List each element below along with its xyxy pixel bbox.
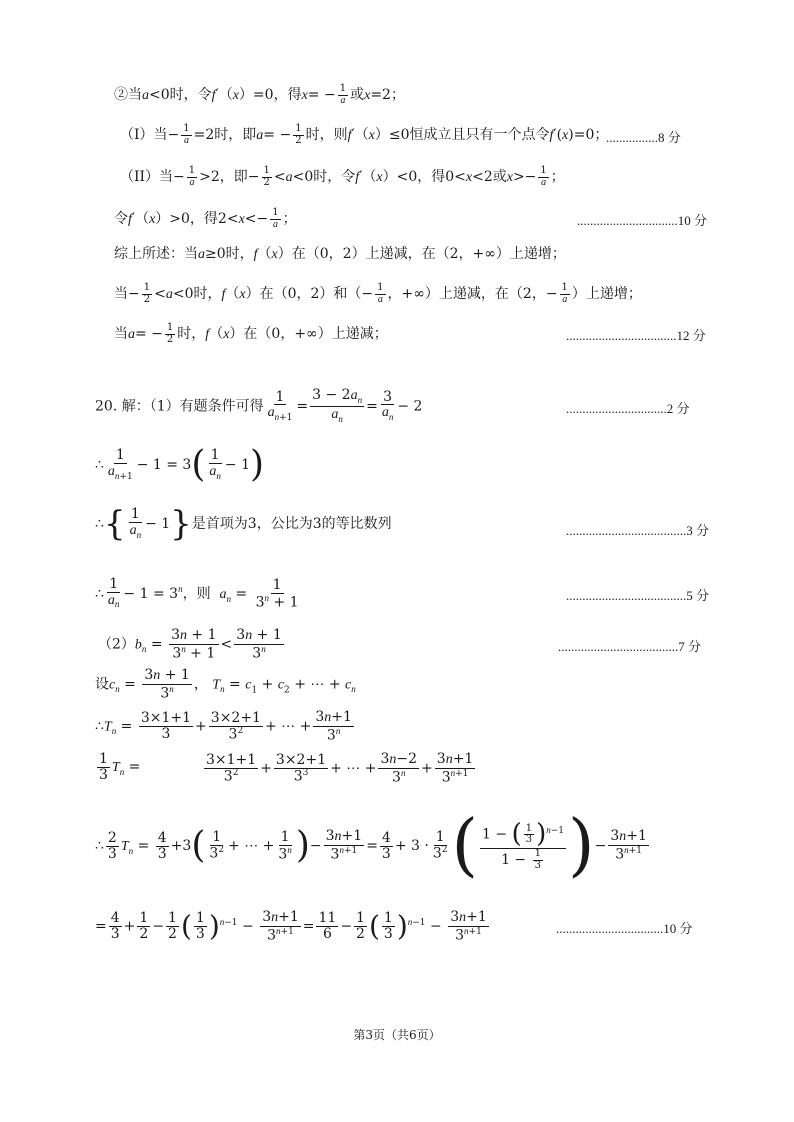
- p20-intro-score: ...............................2 分: [566, 401, 690, 416]
- tn-line: $\therefore T_n$ = $\frac{3\times 1+1}{3}$ + $\frac{3\times 2+1}{3^2}$ + ⋯ + $\frac{3n+1}{3^n}$: [95, 709, 352, 744]
- summary3-line: 当a= − $\frac{1}{2}$ 时，f（x）在（0，+∞）上递减；: [114, 322, 388, 345]
- geo-score: .....................................3 分: [566, 523, 710, 538]
- summary3-score: ..................................12 分: [566, 328, 706, 343]
- result-line: ∴ $\frac{1}{a_n}$ − $1 = 3^n$，则 $a_n$ = $\frac{1}{3^n + 1}$: [95, 576, 299, 611]
- then-word: 则: [196, 585, 211, 602]
- summary2-line: 当− $\frac{1}{2}$ <a<0时，f（x）在（0，2）和（− $\frac{1}{a}$ ，+∞）上递减，在（2，− $\frac{1}{a}$ ）上递增；: [114, 282, 642, 305]
- sub2b-line: 令f′（x）>0，得2<x<− $\frac{1}{a}$ ；: [114, 207, 297, 230]
- sub1-score: ................8 分: [606, 130, 681, 145]
- part2-label: （2）: [98, 636, 135, 653]
- p20-intro-text: 20. 解：（1）有题条件可得: [95, 398, 264, 415]
- result-score: .....................................5 分: [566, 588, 710, 603]
- summary1-line: 综上所述：当a≥0时，f（x）在（0，2）上递减，在（2，+∞）上递增；: [114, 246, 566, 262]
- let-label: 设: [95, 676, 109, 693]
- final-line: = $\frac{4}{3}$ + $\frac{1}{2}$ − $\frac{1}{2}$ ( $\frac{1}{3}$ )$^{n-1}$ − $\frac{3n+1}{3^{n+1}}$ = $\frac{11}{6}$ − $\frac{1}{2}$ ( $\frac{1}{3}$ )$^{n-1}$ − $\frac{3n+1}{3^{n+1}}$: [95, 909, 487, 944]
- third-tn-rhs: $\frac{3\times 1+1}{3^2}$ + $\frac{3\times 2+1}{3^3}$ + ⋯ + $\frac{3n-2}{3^n}$ + $\frac{3n+1}{3^{n+1}}$: [206, 751, 474, 786]
- eq-recurrence: ∴ $\frac{1}{a_{n+1}}$ − 1 = 3( $\frac{1}{a_n}$ − 1): [95, 444, 265, 485]
- part2-score: .....................................7 分: [558, 639, 702, 654]
- third-tn-line: $\frac{1}{3}$ $T_n$ =: [99, 751, 141, 783]
- p20-intro-line: 20. 解：（1）有题条件可得 $\frac{1}{a_{n+1}}$ = $\frac{3 - 2a_n}{a_n}$ = $\frac{3}{a_n}$ − 2: [95, 387, 423, 425]
- geo-line: ∴{ $\frac{1}{a_n}$ − 1}是首项为3，公比为3的等比数列: [95, 504, 392, 544]
- two-thirds-line: ∴ $\frac{2}{3}$ $T_n$ = $\frac{4}{3}$ +3( $\frac{1}{3^2}$ + ⋯ + $\frac{1}{3^n}$ )− $\frac{3n+1}{3^{n+1}}$ = $\frac{4}{3}$ + 3 · $\frac{1}{3^2}$ ( 1 − ( $\frac{1}{3}$ )$^{n-1}$ 1 − $\frac{1}{3}$ )− $\frac{3n+1}{3^{n+1}}$: [95, 806, 647, 885]
- case2-line: ②当a<0时，令f′（x）=0，得x= − $\frac{1}{a}$ 或x=2；: [114, 83, 405, 106]
- sub2b-score: ...............................10 分: [577, 213, 708, 228]
- final-score: .................................10 分: [556, 921, 693, 936]
- part2-line: $(2)b_n$ = $\frac{3n + 1}{3^n + 1}$ < $\frac{3n + 1}{3^n}$: [98, 627, 282, 662]
- page-footer: 第3页（共6页）: [353, 1028, 441, 1042]
- let-line: 设$c_n$ = $\frac{3n + 1}{3^n}$ ， $T_n = c_1 + c_2$ + ⋯ + $c_n$: [95, 667, 356, 702]
- geo-text: 是首项为3，公比为3的等比数列: [191, 516, 392, 532]
- sub2-line: （II）当− $\frac{1}{a}$ >2，即− $\frac{1}{2}$ <a<0时，令f′（x）<0，得0<x<2或x>− $\frac{1}{a}$ ；: [120, 165, 565, 188]
- sub1-line: （I）当− $\frac{1}{a}$ =2时，即a= − $\frac{1}{2}$ 时，则f′（x）≤0恒成立且只有一个点令f′(x)=0；: [120, 123, 609, 146]
